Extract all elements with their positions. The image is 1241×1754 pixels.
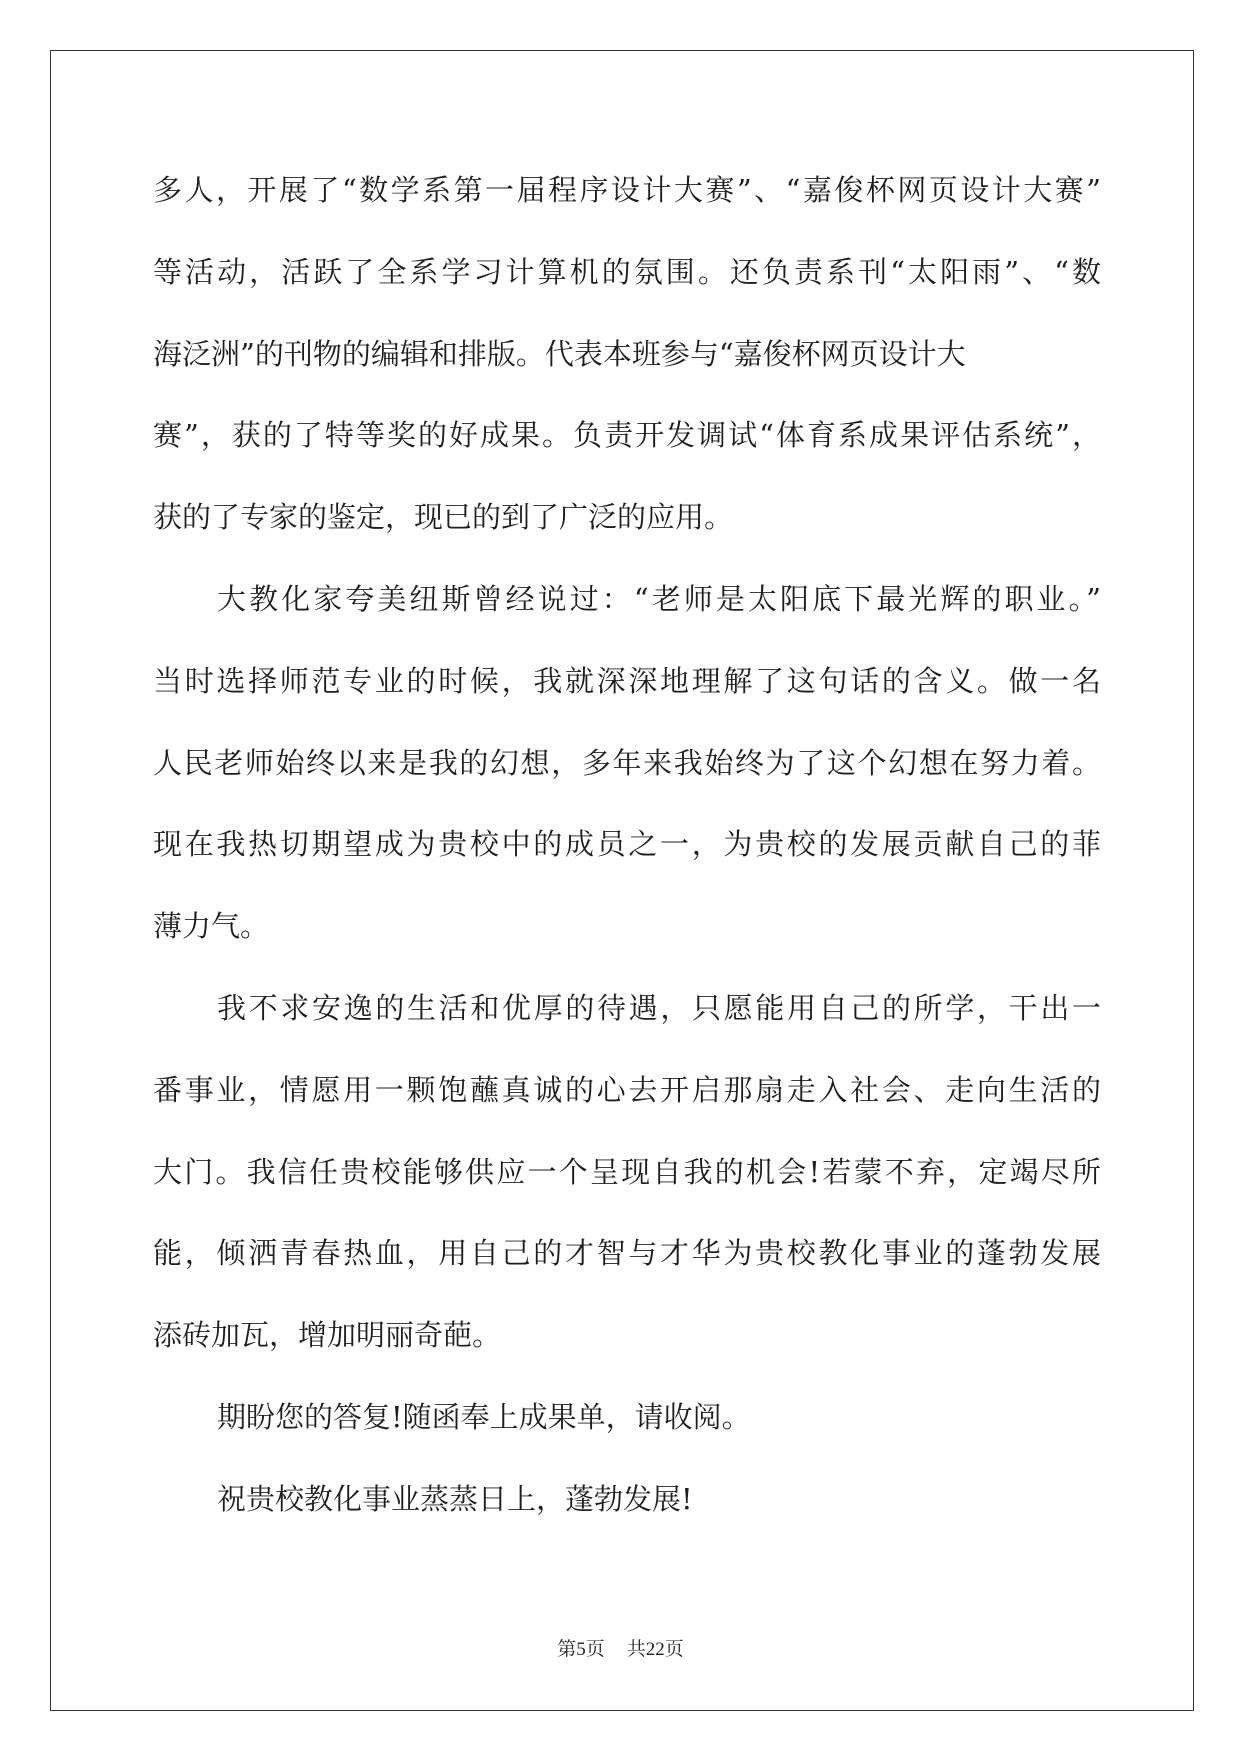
paragraph-first-line: 祝贵校教化事业蒸蒸日上，蓬勃发展! [217,1481,693,1516]
text-line: 现在我热切期望成为贵校中的成员之一，为贵校的发展贡献自己的菲 [153,827,1101,862]
paragraph-first-line: 我不求安逸的生活和优厚的待遇，只愿能用自己的所学，干出一 [217,990,1101,1025]
paragraph-first-line: 期盼您的答复!随函奉上成果单，请收阅。 [217,1399,751,1434]
text-line: 薄力气。 [153,909,270,944]
text-line: 大门。我信任贵校能够供应一个呈现自我的机会!若蒙不弃，定竭尽所 [153,1154,1101,1189]
text-line: 赛”，获的了特等奖的好成果。负责开发调试“体育系成果评估系统”， [153,418,1101,453]
text-line: 能，倾洒青春热血，用自己的才智与才华为贵校教化事业的蓬勃发展 [153,1236,1101,1271]
page-footer [0,1634,1241,1661]
text-line: 人民老师始终以来是我的幻想，多年来我始终为了这个幻想在努力着。 [153,745,1101,780]
text-line: 添砖加瓦，增加明丽奇葩。 [153,1318,502,1353]
page-total: 共22页 [626,1639,684,1660]
text-line: 海泛洲”的刊物的编辑和排版。代表本班参与“嘉俊杯网页设计大 [153,336,966,371]
text-line: 等活动，活跃了全系学习计算机的氛围。还负责系刊“太阳雨”、“数 [153,254,1101,289]
page-number: 第5页 [557,1639,605,1660]
text-line: 番事业，情愿用一颗饱蘸真诚的心去开启那扇走入社会、走向生活的 [153,1072,1101,1107]
document-body [153,150,1101,1541]
text-line: 多人，开展了“数学系第一届程序设计大赛”、“嘉俊杯网页设计大赛” [153,173,1101,207]
text-line: 获的了专家的鉴定，现已的到了广泛的应用。 [153,500,734,535]
paragraph-first-line: 大教化家夸美纽斯曾经说过：“老师是太阳底下最光辉的职业。” [217,581,1101,616]
text-line: 当时选择师范专业的时候，我就深深地理解了这句话的含义。做一名 [153,663,1101,698]
